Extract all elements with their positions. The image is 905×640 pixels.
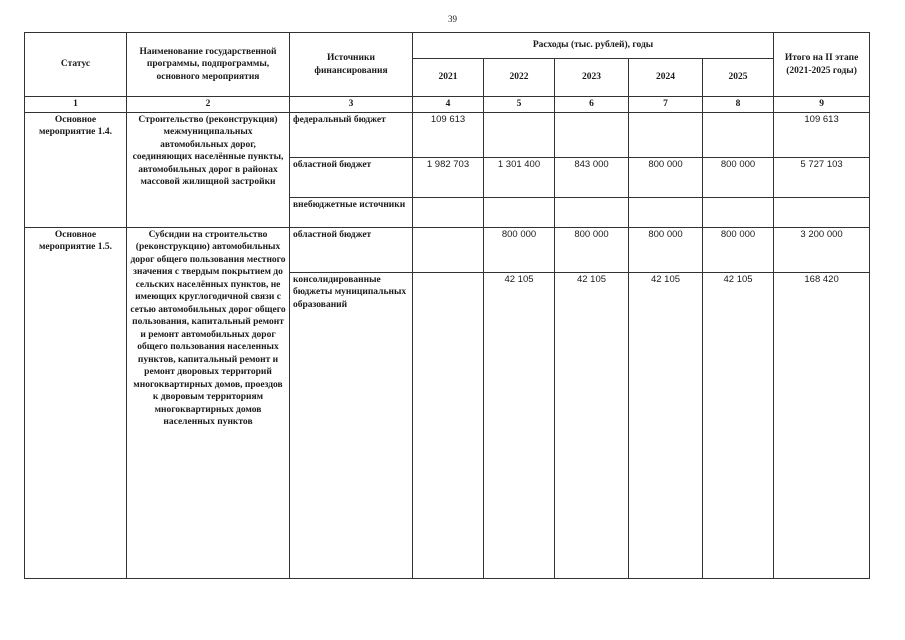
value-cell xyxy=(484,197,555,227)
column-number: 9 xyxy=(774,97,870,113)
value-cell: 42 105 xyxy=(703,272,774,578)
header-row-top xyxy=(25,33,870,59)
value-cell: 800 000 xyxy=(703,157,774,197)
funding-source: областной бюджет xyxy=(290,227,413,272)
header-year: 2022 xyxy=(484,59,555,97)
header-year: 2023 xyxy=(555,59,629,97)
value-cell: 800 000 xyxy=(484,227,555,272)
column-number: 1 xyxy=(25,97,127,113)
column-number: 2 xyxy=(127,97,290,113)
value-cell: 800 000 xyxy=(629,157,703,197)
column-number: 8 xyxy=(703,97,774,113)
funding-source: консолидированные бюджеты муниципальных образований xyxy=(290,272,413,578)
header-total: Итого на II этапе (2021-2025 годы) xyxy=(774,33,870,97)
value-cell xyxy=(413,227,484,272)
header-status: Статус xyxy=(25,33,127,97)
total-cell: 5 727 103 xyxy=(774,157,870,197)
table-row xyxy=(25,112,870,157)
header-sources: Источники финансирования xyxy=(290,33,413,97)
value-cell: 800 000 xyxy=(703,227,774,272)
value-cell: 843 000 xyxy=(555,157,629,197)
value-cell xyxy=(629,197,703,227)
column-number: 6 xyxy=(555,97,629,113)
value-cell: 1 301 400 xyxy=(484,157,555,197)
total-cell: 109 613 xyxy=(774,112,870,157)
value-cell: 42 105 xyxy=(629,272,703,578)
column-number: 3 xyxy=(290,97,413,113)
funding-source: областной бюджет xyxy=(290,157,413,197)
value-cell xyxy=(555,112,629,157)
total-cell: 3 200 000 xyxy=(774,227,870,272)
column-number: 5 xyxy=(484,97,555,113)
measure-name: Строительство (реконструкция) межмуниципальных автомобильных дорог, соединяющих населённые пункты, автомобильных дорог в районах массовой жилищной застройки xyxy=(127,112,290,227)
value-cell: 800 000 xyxy=(629,227,703,272)
column-number-row xyxy=(25,97,870,113)
header-expenses: Расходы (тыс. рублей), годы xyxy=(413,33,774,59)
funding-source: внебюджетные источники xyxy=(290,197,413,227)
header-year: 2024 xyxy=(629,59,703,97)
value-cell: 42 105 xyxy=(484,272,555,578)
value-cell xyxy=(555,197,629,227)
value-cell xyxy=(703,197,774,227)
total-cell: 168 420 xyxy=(774,272,870,578)
value-cell xyxy=(629,112,703,157)
value-cell xyxy=(413,197,484,227)
value-cell xyxy=(413,272,484,578)
page-number: 39 xyxy=(448,14,457,24)
value-cell: 800 000 xyxy=(555,227,629,272)
value-cell xyxy=(484,112,555,157)
table-row xyxy=(25,227,870,272)
value-cell: 109 613 xyxy=(413,112,484,157)
header-year: 2025 xyxy=(703,59,774,97)
value-cell: 1 982 703 xyxy=(413,157,484,197)
measure-status: Основное мероприятие 1.4. xyxy=(25,112,127,227)
value-cell: 42 105 xyxy=(555,272,629,578)
measure-status: Основное мероприятие 1.5. xyxy=(25,227,127,578)
header-year: 2021 xyxy=(413,59,484,97)
funding-source: федеральный бюджет xyxy=(290,112,413,157)
header-name: Наименование государственной программы, подпрограммы, основного мероприятия xyxy=(127,33,290,97)
measure-name: Субсидии на строительство (реконструкцию) автомобильных дорог общего пользования местного значения с твердым покрытием до сельских населённых пунктов, не имеющих круглогодичной связи с сетью автомобильных дорог общего пользования, капитальный ремонт и ремонт автомобильных дорог общего пользования населенных пунктов, капитальный ремонт и ремонт дворовых территорий многоквартирных домов, проездов к дворовым территориям многоквартирных домов населенных пунктов xyxy=(127,227,290,578)
column-number: 7 xyxy=(629,97,703,113)
column-number: 4 xyxy=(413,97,484,113)
budget-table xyxy=(24,32,870,579)
total-cell xyxy=(774,197,870,227)
value-cell xyxy=(703,112,774,157)
